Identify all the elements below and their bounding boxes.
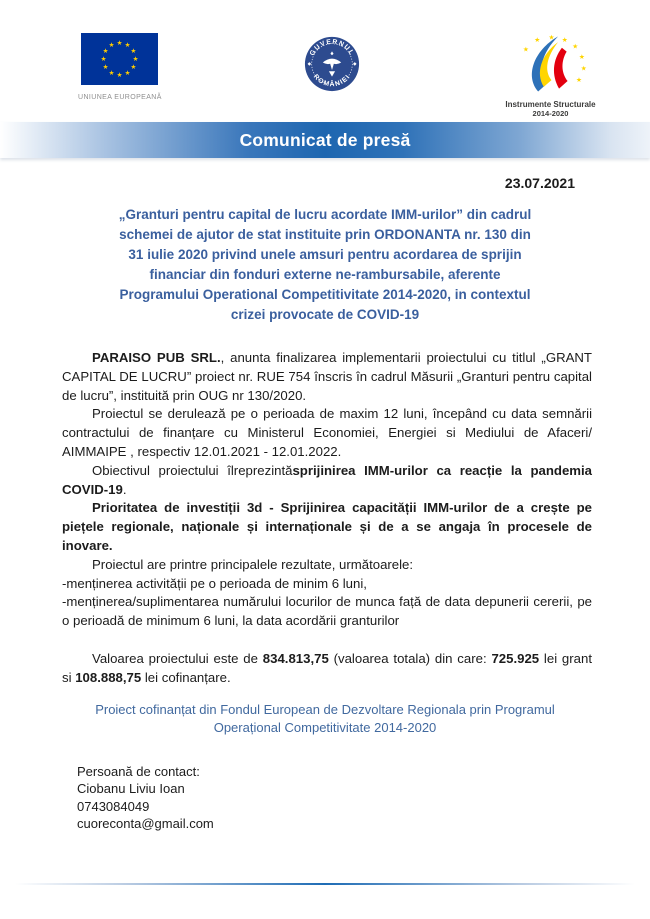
contact-label: Persoană de contact: (77, 763, 200, 779)
paragraph: Prioritatea de investiții 3d - Sprijinirea capacității IMM-urilor de a crește pe piețele regionale, naționale și internaționale și de a se angaja în procesele de inovare. (62, 500, 592, 553)
svg-text:★: ★ (124, 41, 131, 50)
press-release-banner (0, 122, 650, 158)
svg-text:★: ★ (522, 45, 529, 54)
banner-title: Comunicat de presă (239, 129, 411, 150)
government-seal-icon (303, 35, 361, 93)
body-text (0, 349, 650, 688)
paragraph: Valoarea proiectului este de 834.813,75 (valoarea totala) din care: 725.925 lei grant si 108.888,75 lei cofinanțare. (62, 650, 592, 685)
svg-text:★: ★ (103, 47, 109, 55)
footer-divider-line (15, 883, 635, 885)
structural-instruments-caption: Instrumente Structurale (505, 100, 596, 109)
document-date: 23.07.2021 (504, 175, 575, 191)
svg-text:★: ★ (116, 71, 123, 79)
svg-text:★: ★ (548, 33, 555, 42)
svg-text:★: ★ (578, 53, 585, 62)
title-line: 31 iulie 2020 privind unele amsuri pentru acordarea de sprijin (128, 247, 522, 262)
svg-text:★: ★ (108, 68, 115, 77)
paragraph: -menținerea activității pe o perioada de minim 6 luni, (62, 575, 367, 591)
contact-email: cuoreconta@gmail.com (77, 816, 214, 832)
document-title (0, 205, 650, 325)
eu-logo-caption: UNIUNEA EUROPEANĂ (78, 94, 162, 101)
svg-text:★: ★ (103, 63, 109, 71)
structural-instruments-icon (503, 33, 598, 93)
structural-instruments-logo (503, 33, 598, 118)
header-logos (0, 0, 650, 118)
svg-text:★: ★ (130, 47, 137, 55)
government-seal-bottom-text: ROMÂNIEI (312, 73, 353, 89)
svg-text:★: ★ (116, 39, 123, 47)
title-line: schemei de ajutor de stat instituite prin ORDONANTA nr. 130 din (119, 227, 531, 242)
paragraph: -menținerea/suplimentarea numărului locurilor de munca față de data depunerii cererii, pe o perioadă de minimum 6 luni, la data acordării granturilor (62, 594, 592, 629)
svg-text:★: ★ (572, 42, 579, 51)
contact-block (0, 763, 650, 833)
svg-text:★: ★ (130, 63, 137, 71)
svg-text:★: ★ (100, 55, 107, 63)
svg-text:★: ★ (132, 55, 139, 63)
svg-text:★: ★ (108, 41, 115, 50)
eu-logo (78, 33, 162, 101)
contact-phone: 0743084049 (77, 798, 150, 814)
eu-flag-icon (81, 33, 158, 85)
svg-text:★: ★ (580, 64, 587, 73)
svg-text:★: ★ (561, 36, 568, 45)
cofinance-note: Proiect cofinanțat din Fondul European de Dezvoltare Regionala prin Programul Operațional Competitivitate 2014-2020 (95, 701, 555, 735)
paragraph: Obiectivul proiectului îlreprezintăsprijinirea IMM-urilor ca reacție la pandemia COVID-19. (62, 462, 592, 497)
paragraph: Proiectul se derulează pe o perioada de maxim 12 luni, începând cu data semnării contractului de finanțare cu Ministerul Economiei, Energiei si Mediului de Afaceri/ AIMMAIPE , respectiv 12.01.2021 - 12.01.2022. (62, 406, 592, 459)
svg-text:★: ★ (124, 68, 131, 77)
title-line: crizei provocate de COVID-19 (230, 307, 420, 322)
structural-instruments-years: 2014-2020 (532, 109, 569, 118)
government-logo (303, 33, 361, 98)
contact-name: Ciobanu Liviu Ioan (77, 781, 185, 797)
paragraph: PARAISO PUB SRL., anunta finalizarea implementarii proiectului cu titlul „GRANT CAPITAL DE LUCRU” proiect nr. RUE 754 înscris în cadrul Măsurii „Granturi pentru capital de lucru”, instituită prin OUG nr 130/2020. (62, 350, 592, 403)
svg-text:★: ★ (534, 36, 541, 45)
paragraph: Proiectul are printre principalele rezultate, următoarele: (92, 556, 414, 572)
title-line: Programului Operational Competitivitate 2014-2020, in contextul (119, 287, 531, 302)
government-seal-top-text: GUVERNUL (309, 38, 356, 58)
title-line: „Granturi pentru capital de lucru acordate IMM-urilor” din cadrul (118, 207, 532, 222)
title-line: financiar din fonduri externe ne-rambursabile, aferente (149, 267, 501, 282)
svg-text:★: ★ (576, 76, 582, 84)
